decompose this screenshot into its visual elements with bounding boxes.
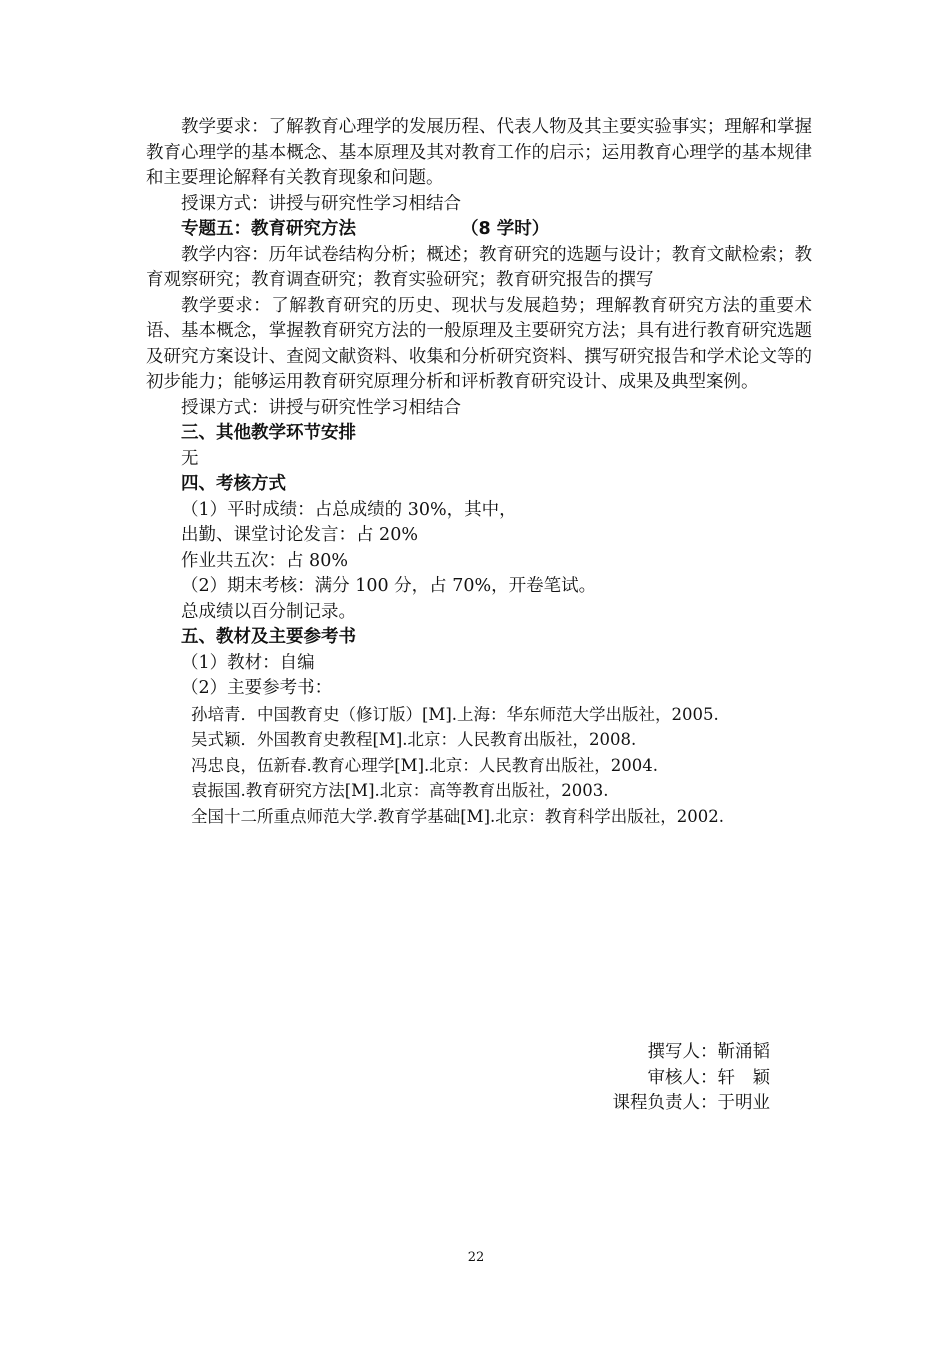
textbook-line: （1）教材：自编: [181, 652, 315, 673]
assessment-line: （2）期末考核：满分 100 分，占 70%，开卷笔试。: [181, 576, 597, 596]
reference-item: 冯忠良，伍新春.教育心理学[M].北京：人民教育出版社，2004.: [191, 755, 658, 775]
body-content: [146, 115, 812, 829]
signature-block: [560, 1040, 770, 1117]
assessment-line: 出勤、课堂讨论发言：占 20%: [181, 525, 418, 545]
teaching-mode-4: 授课方式：讲授与研究性学习相结合: [181, 193, 461, 214]
writer-line: 撰写人：靳涌韬: [647, 1042, 770, 1062]
reference-item: 吴式颖．外国教育史教程[M].北京：人民教育出版社，2008.: [191, 730, 637, 749]
section5-title: 五、教材及主要参考书: [181, 627, 356, 647]
teaching-mode-5: 授课方式：讲授与研究性学习相结合: [181, 397, 461, 418]
section3-text: 无: [181, 448, 199, 469]
teaching-content-5: 教学内容：历年试卷结构分析；概述；教育研究的选题与设计；教育文献检索；教育观察研究；教育调查研究；教育实验研究；教育研究报告的撰写: [146, 244, 812, 290]
textbook-line: （2）主要参考书：: [181, 678, 333, 698]
reviewer-line: 审核人：轩 颖: [647, 1067, 770, 1088]
reference-item: 全国十二所重点师范大学.教育学基础[M].北京：教育科学出版社，2002.: [191, 806, 724, 826]
reference-item: 袁振国.教育研究方法[M].北京：高等教育出版社，2003.: [191, 781, 609, 800]
section3-title: 三、其他教学环节安排: [181, 423, 356, 443]
assessment-line: （1）平时成绩：占总成绩的 30%，其中，: [181, 499, 517, 520]
owner-line: 课程负责人：于明业: [612, 1093, 770, 1113]
section4-title: 四、考核方式: [181, 474, 286, 494]
topic5-title: 专题五：教育研究方法: [181, 219, 356, 239]
assessment-line: 作业共五次：占 80%: [181, 550, 348, 571]
assessment-line: 总成绩以百分制记录。: [181, 601, 356, 622]
topic5-hours: （8 学时）: [461, 219, 550, 239]
reference-item: 孙培青．中国教育史（修订版）[M].上海：华东师范大学出版社，2005.: [191, 704, 719, 724]
teaching-requirement-4: 教学要求：了解教育心理学的发展历程、代表人物及其主要实验事实；理解和掌握教育心理学的基本概念、基本原理及其对教育工作的启示；运用教育心理学的基本规律和主要理论解释有关教育现象和问题。: [146, 117, 812, 188]
teaching-requirement-5: 教学要求：了解教育研究的历史、现状与发展趋势；理解教育研究方法的重要术语、基本概念，掌握教育研究方法的一般原理及主要研究方法；具有进行教育研究选题及研究方案设计、查阅文献资料、收集和分析研究资料、撰写研究报告和学术论文等的初步能力；能够运用教育研究原理分析和评析教育研究设计、成果及典型案例。: [146, 295, 812, 392]
page-number: 22: [467, 1250, 485, 1265]
topic5-heading: [146, 217, 812, 243]
